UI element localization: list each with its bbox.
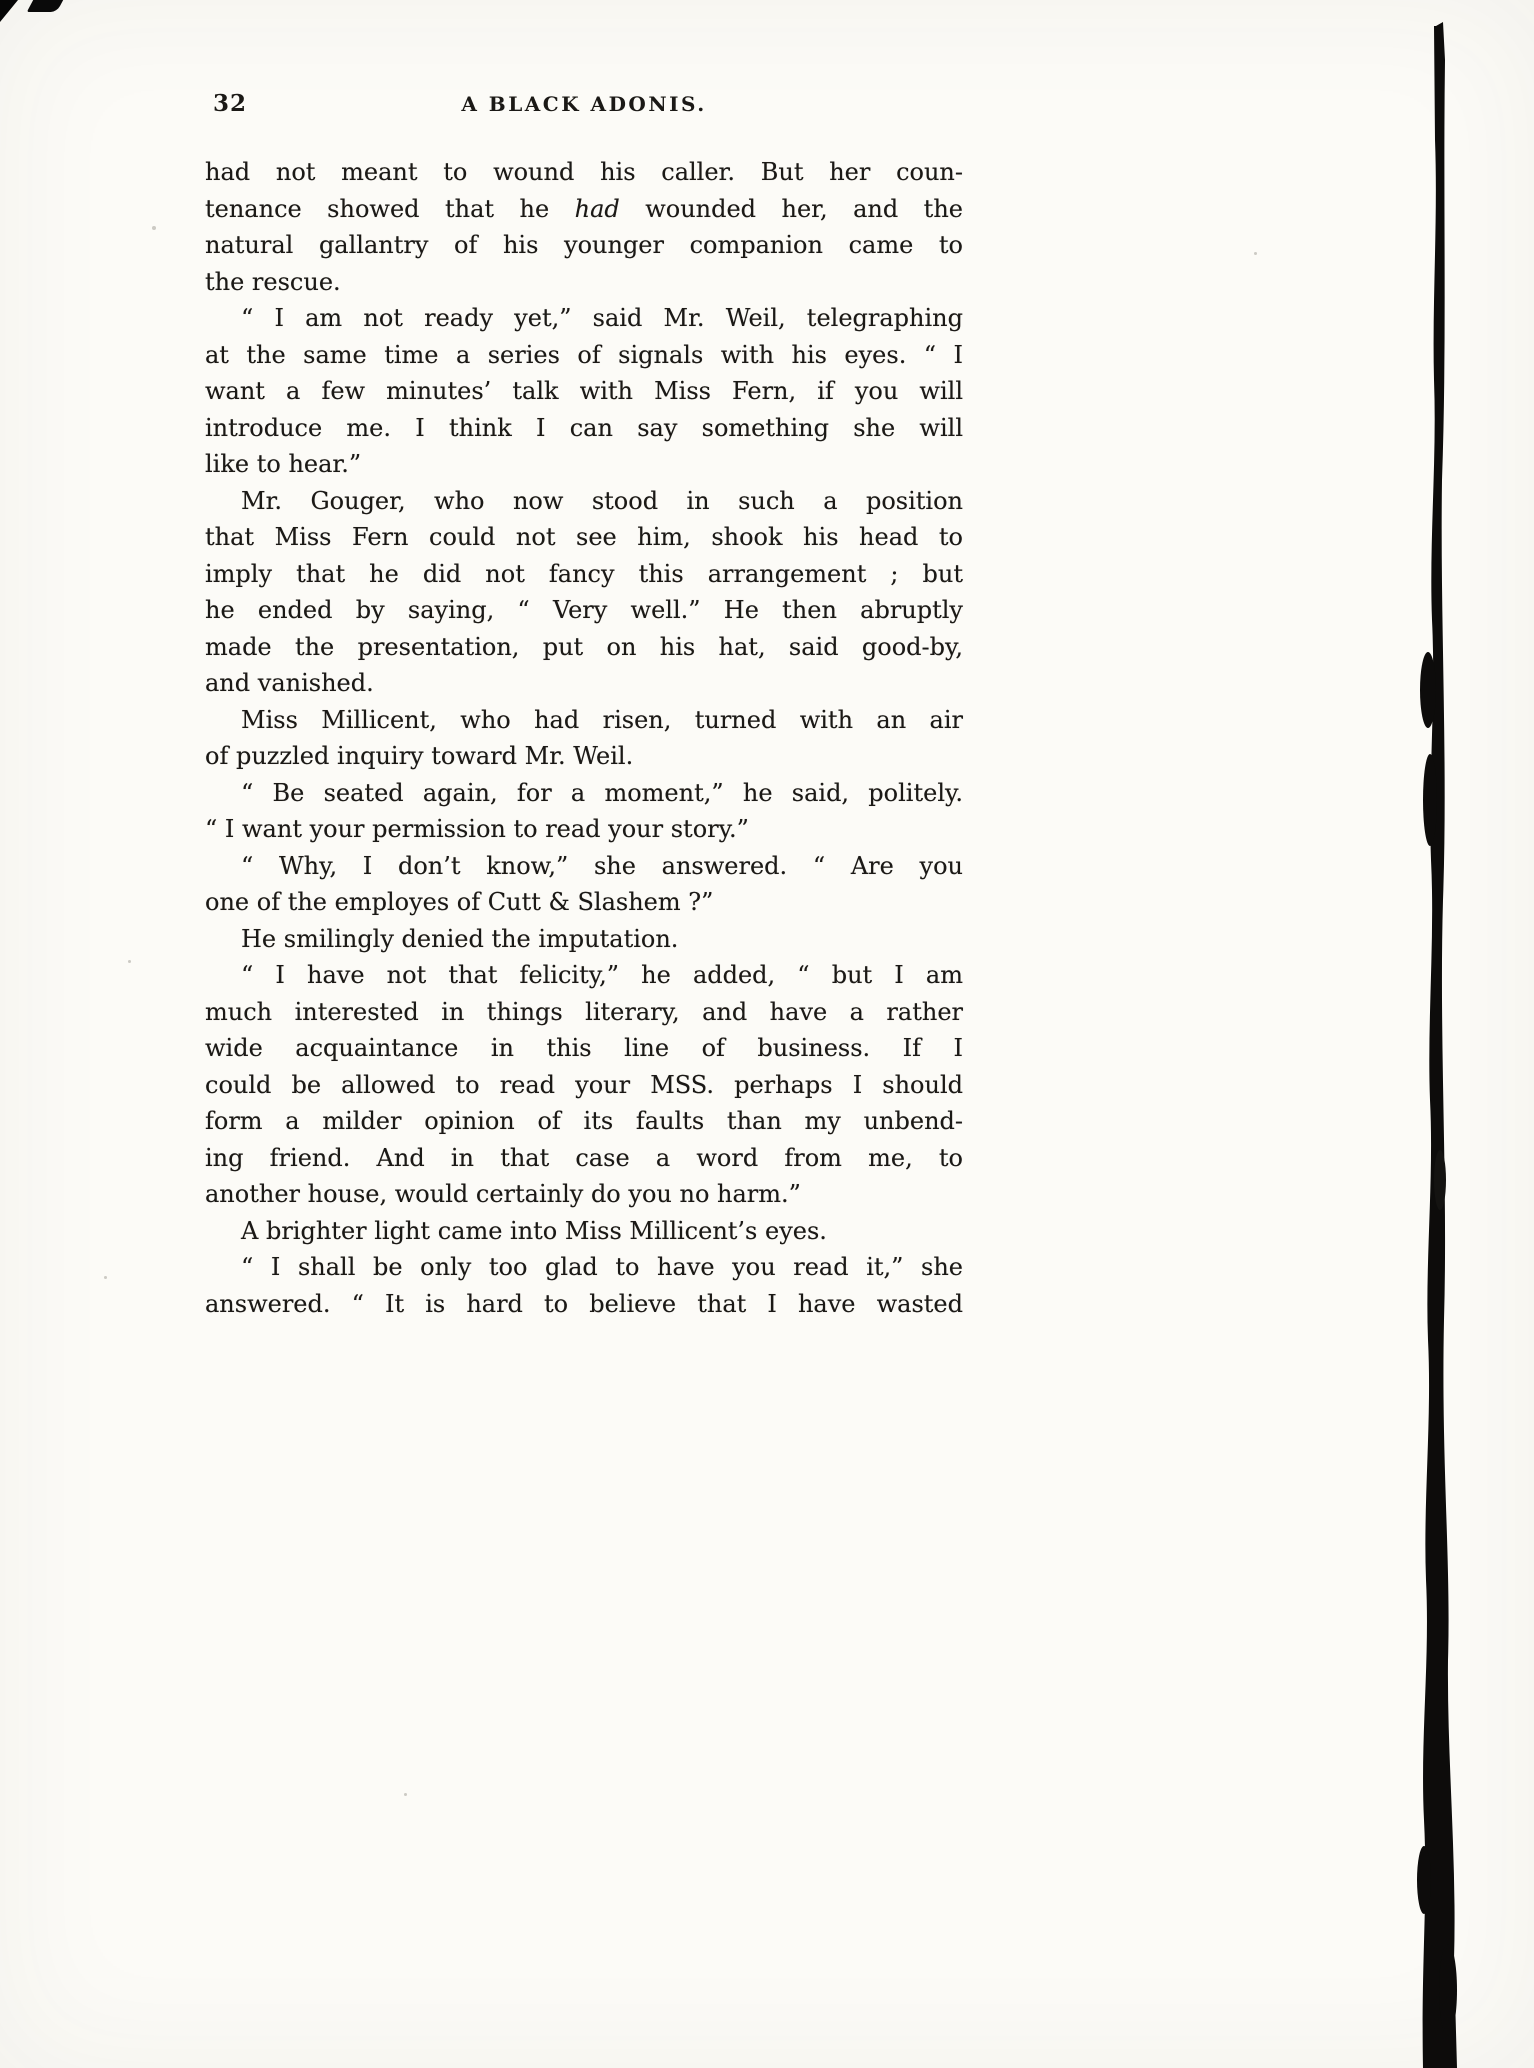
text-line: answered. “ It is hard to believe that I have wasted (205, 1289, 963, 1318)
text-line: he ended by saying, “ Very well.” He then abruptly (205, 596, 963, 624)
text-line: much interested in things literary, and have a rather (205, 997, 963, 1026)
text-line: ing friend. And in that case a word from me, to (205, 1143, 963, 1172)
scan-dust-speck (104, 1276, 107, 1279)
text-line: “ Why, I don’t know,” she answered. “ Are you (241, 851, 963, 880)
scan-dust-speck (128, 960, 131, 963)
text-block (205, 88, 963, 1322)
paragraph (205, 775, 963, 848)
text-line: made the presentation, put on his hat, said good-by, (205, 632, 963, 661)
text-line: introduce me. I think I can say something she will (205, 413, 963, 442)
paragraph (205, 921, 963, 958)
text-line: and vanished. (205, 669, 374, 697)
scan-artifact-binding-edge (1390, 0, 1534, 2068)
text-line: “ I am not ready yet,” said Mr. Weil, telegraphing (241, 304, 963, 332)
text-line: could be allowed to read your MSS. perhaps I should (205, 1070, 963, 1099)
text-line: Miss Millicent, who had risen, turned with an air (241, 705, 963, 734)
page-header (205, 88, 963, 122)
text-line: one of the employes of Cutt & Slashem ?” (205, 888, 714, 916)
paragraph (205, 1249, 963, 1322)
paragraph (205, 300, 963, 483)
scan-dust-speck (404, 1793, 407, 1796)
text-line: at the same time a series of signals with his eyes. “ I (205, 340, 963, 369)
running-title: A BLACK ADONIS. (461, 92, 707, 116)
scan-artifact-top-mark (27, 0, 63, 12)
text-line: form a milder opinion of its faults than my unbend- (205, 1107, 963, 1135)
text-line: wide acquaintance in this line of business. If I (205, 1034, 963, 1062)
text-line: that Miss Fern could not see him, shook his head to (205, 523, 963, 551)
text-line: A brighter light came into Miss Millicent’s eyes. (241, 1216, 827, 1245)
text-line: imply that he did not fancy this arrangement ; but (205, 559, 963, 588)
paragraph (205, 957, 963, 1213)
page-number: 32 (213, 90, 248, 117)
text-line: like to hear.” (205, 450, 362, 478)
text-line: had not meant to wound his caller. But her coun- (205, 158, 963, 186)
text-line: the rescue. (205, 267, 341, 296)
text-line: “ I want your permission to read your story.” (205, 815, 749, 843)
text-line: want a few minutes’ talk with Miss Fern, if you will (205, 377, 963, 405)
paragraph (205, 1213, 963, 1250)
text-line: natural gallantry of his younger companion came to (205, 231, 963, 259)
text-line: tenance showed that he had wounded her, and the (205, 194, 963, 223)
text-line: He smilingly denied the imputation. (241, 924, 679, 953)
text-line: Mr. Gouger, who now stood in such a position (241, 486, 963, 515)
text-line: of puzzled inquiry toward Mr. Weil. (205, 742, 634, 770)
paragraph (205, 483, 963, 702)
text-line: “ Be seated again, for a moment,” he said, politely. (241, 778, 963, 807)
scan-dust-speck (1254, 252, 1257, 255)
text-line: another house, would certainly do you no harm.” (205, 1180, 801, 1208)
page-body (205, 154, 963, 1322)
paragraph (205, 154, 963, 300)
scan-dust-speck (152, 226, 156, 230)
scan-artifact-corner-mark (0, 0, 18, 22)
text-line: “ I have not that felicity,” he added, “ but I am (241, 961, 963, 989)
paragraph (205, 848, 963, 921)
paragraph (205, 702, 963, 775)
text-line: “ I shall be only too glad to have you read it,” she (241, 1253, 963, 1281)
